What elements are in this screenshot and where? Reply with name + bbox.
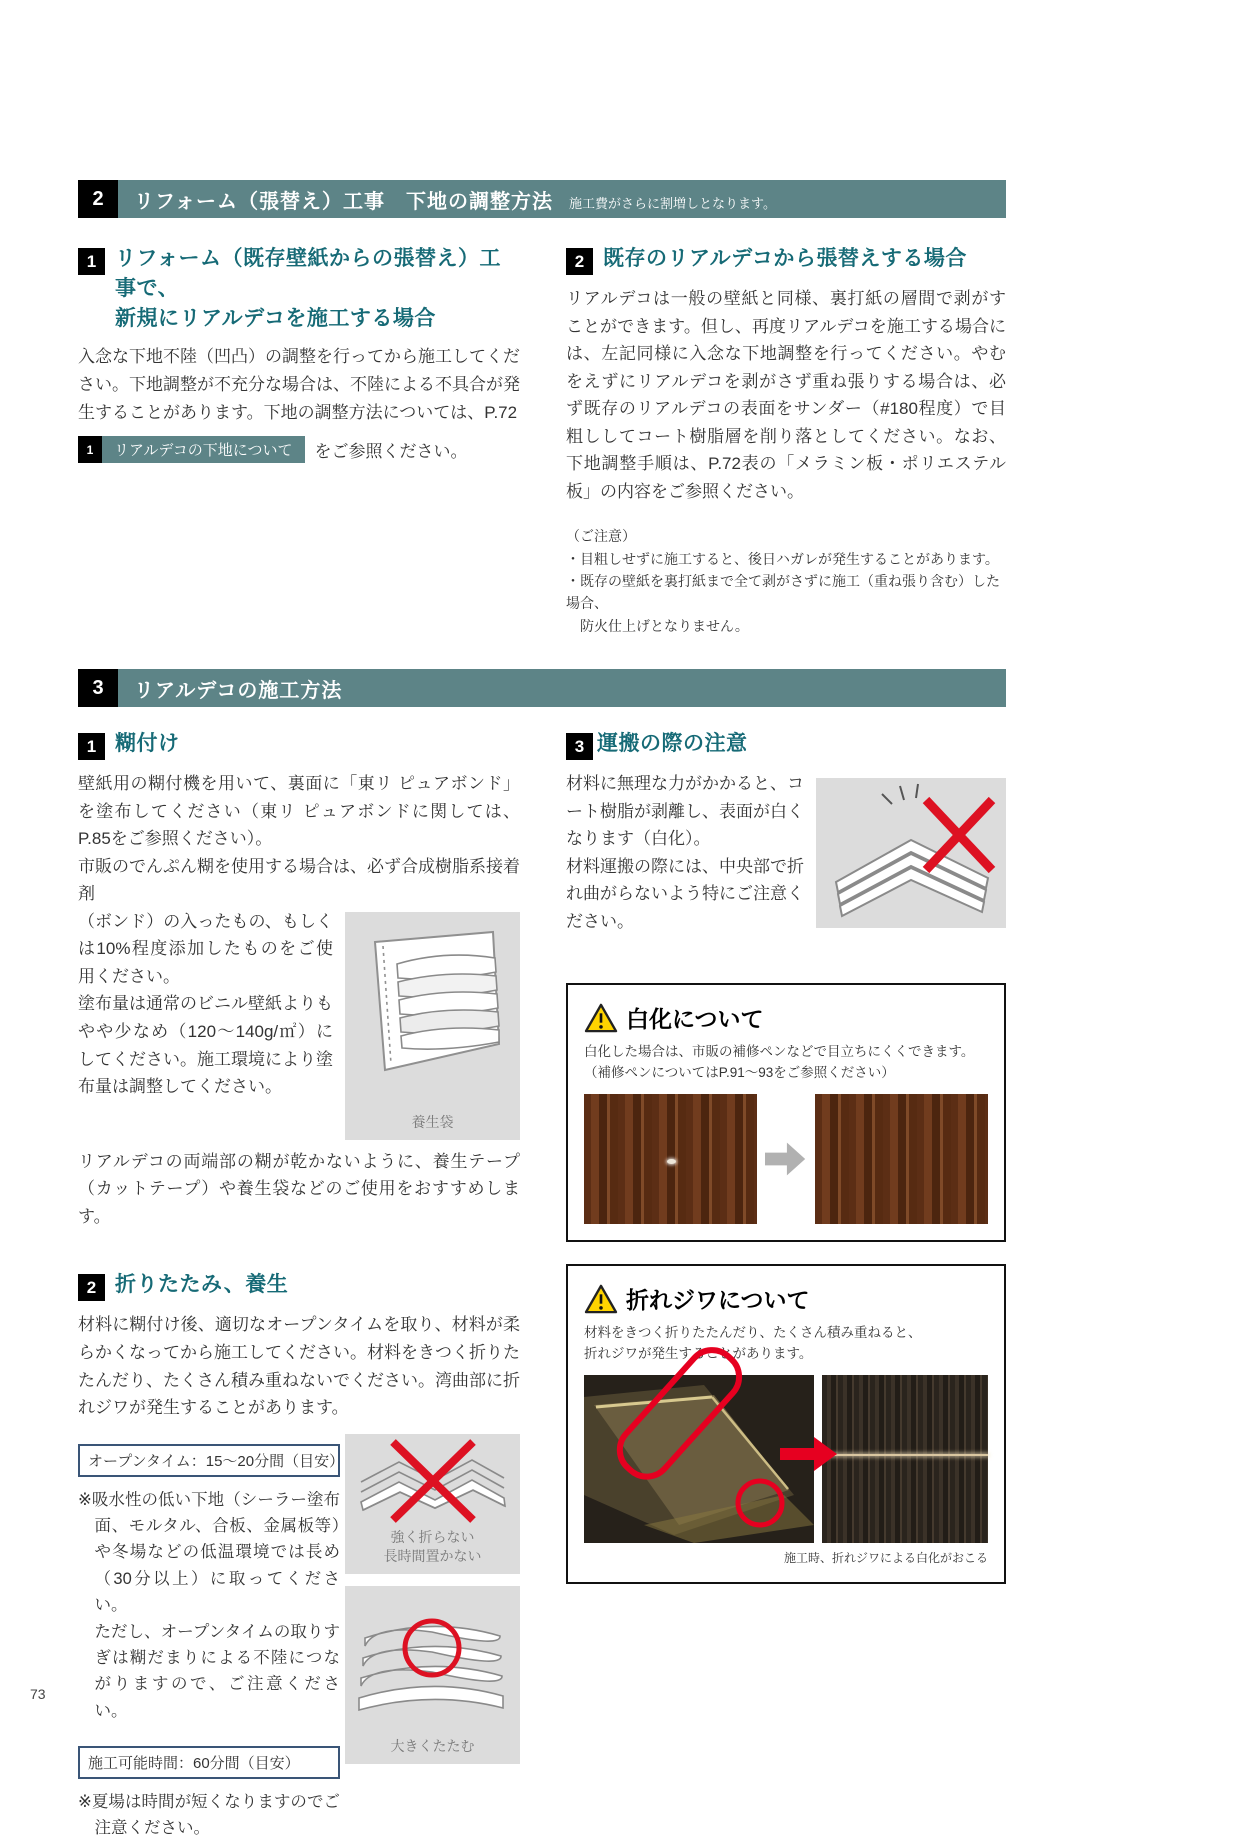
heading-number-badge: 1 (78, 248, 105, 275)
glue-p5: リアルデコの両端部の糊が乾かないように、養生テープ（カットテープ）や養生袋などのご使用をおすすめします。 (78, 1151, 520, 1226)
warning-icon (584, 1284, 618, 1314)
crease-box (566, 1264, 1006, 1584)
wood-photo-before (584, 1094, 757, 1224)
whitening-photos (584, 1094, 988, 1224)
glue-p3: （ボンド）の入ったもの、もしくは10%程度添加したものをご使用ください。 (78, 911, 333, 986)
crease-box-title: 折れジワについて (626, 1287, 810, 1314)
heading-reform-existing (566, 244, 1006, 275)
fold-body: 材料に糊付け後、適切なオープンタイムを取り、材料が柔らかくなってから施工してください。材料をきつく折りたたんだり、たくさん積み重ねないでください。湾曲部に折れジワが発生することがあります。 (78, 1315, 520, 1418)
carry-illustration-panel (816, 778, 1006, 928)
heading-glue (78, 729, 520, 760)
heading-reform-new (78, 244, 520, 333)
caution-title: （ご注意） (566, 528, 636, 545)
loose-fold-panel (345, 1586, 520, 1764)
section-number-badge: 2 (78, 180, 118, 218)
section-number-badge: 3 (78, 669, 118, 707)
glue-p4: 塗布量は通常のビニル壁紙よりもやや少なめ（120～140g/㎡）にしてください。施工環境により塗布量は調整してください。 (78, 994, 333, 1097)
heading-title (115, 244, 520, 333)
bag-illustration-panel (345, 912, 520, 1140)
whitening-box-title-row (584, 1001, 988, 1034)
section-band-title: リフォーム（張替え）工事 下地の調整方法 (134, 190, 553, 213)
crease-photos (584, 1375, 988, 1543)
crease-body-line2: 折れジワが発生することがあります。 (584, 1346, 813, 1362)
red-arrow-icon (780, 1437, 838, 1471)
whitening-box-title: 白化について (626, 1006, 764, 1033)
glue-p2: 市販のでんぷん糊を使用する場合は、必ず合成樹脂系接着剤 (78, 856, 520, 904)
sharp-folded-sheets-icon (345, 1434, 520, 1530)
whitening-box (566, 983, 1006, 1242)
reference-badge-number: 1 (78, 436, 102, 463)
bag-illustration-caption: 養生袋 (411, 1113, 454, 1130)
cross-icon (926, 800, 992, 870)
heading-number-badge: 2 (78, 1274, 105, 1301)
crease-caption: 施工時、折れジワによる白化がおこる (783, 1551, 988, 1566)
caption-line1: 強く折らない (390, 1528, 475, 1545)
whitening-body-line2: （補修ペンについてはP.91～93をご参照ください） (584, 1065, 895, 1081)
crease-box-body (584, 1323, 988, 1365)
carry-p2: 材料運搬の際には、中央部で折れ曲がらないよう特にご注意ください。 (566, 856, 804, 931)
fold-note1b: ただし、オープンタイムの取りすぎは糊だまりによる不陸につながりますので、ご注意ください。 (94, 1622, 340, 1720)
caution-line: ・目粗しせずに施工すると、後日ハガレが発生することがあります。 (566, 550, 999, 567)
heading-fold (78, 1270, 520, 1301)
reference-badge-label: リアルデコの下地について (114, 442, 293, 460)
crease-photo-result (822, 1375, 988, 1543)
fold-columns (78, 1434, 520, 1842)
warning-icon (584, 1003, 618, 1033)
work-time-box: 施工可能時間：60分間（目安） (78, 1746, 340, 1779)
section-band-note: 施工費がさらに割増しとなります。 (569, 195, 776, 211)
section-band-title: リアルデコの施工方法 (134, 679, 343, 702)
whitening-box-body (584, 1042, 988, 1084)
whitening-body-line1: 白化した場合は、市販の補修ペンなどで目立ちにくくできます。 (584, 1044, 975, 1060)
heading-title: 既存のリアルデコから張替えする場合 (603, 247, 967, 270)
glue-wrap (78, 908, 520, 1146)
protection-bag-icon (345, 912, 520, 1102)
caution-line: ・既存の壁紙を裏打紙まで全て剥がさずに施工（重ね張り含む）した場合、 (566, 573, 1000, 612)
panel-caption (345, 1528, 520, 1566)
heading-carry (566, 729, 1006, 760)
reference-suffix: をご参照ください。 (314, 442, 468, 462)
crease-box-title-row (584, 1282, 988, 1315)
glue-p1: 壁紙用の糊付機を用いて、裏面に「東リ ピュアボンド」を塗布してください（東リ ピュアボンドに関しては、P.85をご参照ください）。 (78, 774, 520, 849)
heading-number-badge: 2 (566, 248, 593, 275)
page-number: 73 (30, 1686, 46, 1702)
no-sharp-fold-panel (345, 1434, 520, 1574)
caution-line: 防火仕上げとなりません。 (566, 617, 749, 634)
wood-photo-after (815, 1094, 988, 1224)
heading-line2: 新規にリアルデコを施工する場合 (115, 306, 436, 330)
heading-title: 運搬の際の注意 (597, 732, 748, 756)
carry-wrap (566, 770, 1006, 935)
open-time-box: オープンタイム：15～20分間（目安） (78, 1444, 340, 1477)
heading-number-badge: 3 (566, 733, 593, 760)
section-band-reform (78, 180, 1006, 218)
heading-title: 折りたたみ、養生 (115, 1273, 289, 1297)
reform-existing-body: リアルデコは一般の壁紙と同様、裏打紙の層間で剥がすことができます。但し、再度リアルデコを施工する場合には、左記同様に入念な下地調整を行ってください。やむをえずにリアルデコを剥がさず重ね張りする場合は、必ず既存のリアルデコの表面をサンダー（#180程度）で目粗ししてコート樹脂層を削り落としてください。なお、下地調整手順は、P.72表の「メラミン板・ポリエステル板」の内容をご参照ください。 (566, 289, 1006, 501)
arrow-right-icon (765, 1139, 807, 1179)
reform-new-body: 入念な下地不陸（凹凸）の調整を行ってから施工してください。下地調整が不充分な場合は、不陸による不具合が発生することがあります。下地の調整方法については、P.72 (78, 347, 520, 422)
panel-caption: 大きくたたむ (390, 1737, 475, 1754)
fold-note2: ※夏場は時間が短くなりますのでご注意ください。 (78, 1793, 340, 1838)
heading-title: 糊付け (115, 732, 180, 756)
heading-number-badge: 1 (78, 733, 105, 760)
cross-icon (393, 1442, 473, 1520)
heading-line1: リフォーム（既存壁紙からの張替え）工事で、 (115, 247, 501, 300)
fold-note1a: ※吸水性の低い下地（シーラー塗布面、モルタル、合板、金属板等）や冬場などの低温環境では長め（30分以上）に取ってください。 (78, 1490, 340, 1615)
caution-notes (566, 525, 1006, 637)
reference-row (78, 436, 520, 463)
carry-p1: 材料に無理な力がかかると、コート樹脂が剥離し、表面が白くなります（白化）。 (566, 774, 804, 849)
loose-folded-sheets-icon (345, 1586, 520, 1726)
section-band-method (78, 669, 1006, 707)
crease-body-line1: 材料をきつく折りたたんだり、たくさん積み重ねると、 (584, 1325, 922, 1341)
caption-line2: 長時間置かない (383, 1547, 482, 1564)
reference-badge (78, 436, 305, 463)
folded-material-warning-icon (816, 778, 1006, 928)
